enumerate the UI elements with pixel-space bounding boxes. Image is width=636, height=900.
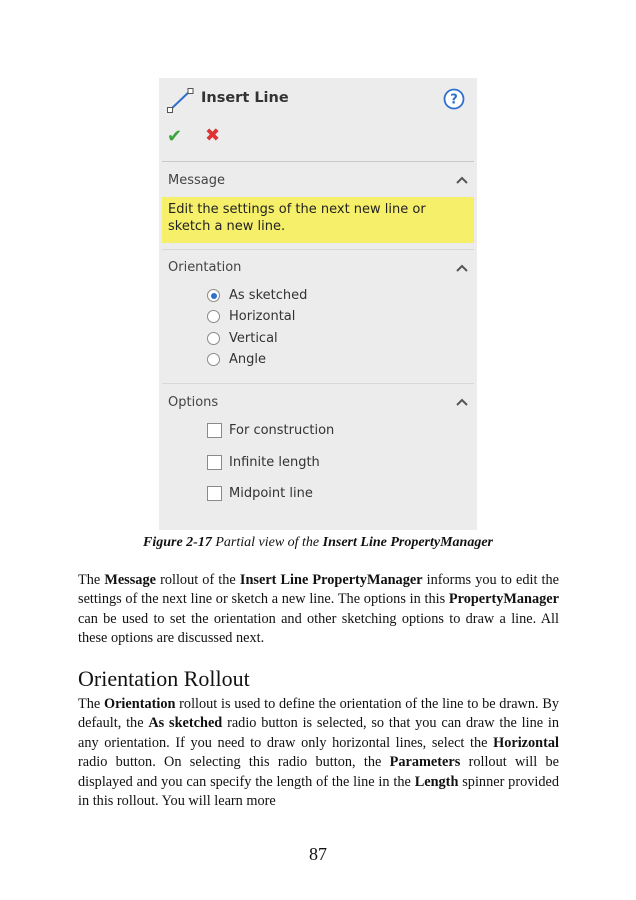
text: rollout will be displayed and you can specify the length of the line in the xyxy=(78,754,559,790)
text: radio button is selected, so that you can draw the line in any orientation. If you need to draw only horizontal lines, select the xyxy=(78,715,559,751)
radio-label: Vertical xyxy=(229,331,278,346)
radio-button[interactable] xyxy=(207,332,220,345)
orientation-rollout-header[interactable]: Orientation xyxy=(168,260,242,275)
divider xyxy=(162,383,474,384)
page-number: 87 xyxy=(309,844,327,864)
chevron-up-icon[interactable] xyxy=(456,176,468,184)
bold-term: PropertyManager xyxy=(448,591,559,608)
pm-title-row xyxy=(159,78,477,122)
message-text: Edit the settings of the next new line or sketch a new line. xyxy=(162,197,474,243)
radio-button[interactable] xyxy=(207,289,220,302)
text: radio button. On selecting this radio button, the xyxy=(78,754,390,771)
bold-term: Horizontal xyxy=(493,734,559,751)
message-rollout-header[interactable]: Message xyxy=(168,173,225,188)
radio-label: As sketched xyxy=(229,288,308,303)
pm-title: Insert Line xyxy=(201,90,289,106)
text: spinner provided in this rollout. You will learn more xyxy=(78,773,559,810)
cancel-x-icon[interactable]: ✖ xyxy=(205,125,221,146)
radio-button[interactable] xyxy=(207,310,220,323)
bold-term: Length xyxy=(414,773,459,790)
section-heading: Orientation Rollout xyxy=(78,666,250,691)
bold-term: As sketched xyxy=(148,715,223,732)
figure-caption xyxy=(0,535,636,551)
text: rollout of the xyxy=(155,572,240,588)
checkbox-label: Infinite length xyxy=(229,455,320,470)
checkbox-label: For construction xyxy=(229,423,335,438)
divider xyxy=(162,161,474,162)
insert-line-property-manager xyxy=(159,78,477,530)
text: can be used to set the orientation and other sketching options to draw a line. All these options are discussed next. xyxy=(78,610,559,647)
chevron-up-icon[interactable] xyxy=(456,264,468,272)
paragraph-message xyxy=(78,571,559,649)
help-icon[interactable] xyxy=(443,88,465,110)
paragraph-orientation xyxy=(78,695,559,811)
radio-label: Horizontal xyxy=(229,309,296,324)
checkbox[interactable] xyxy=(207,423,222,438)
options-rollout-header[interactable]: Options xyxy=(168,395,219,410)
figure-label: Figure 2-17 xyxy=(142,535,212,550)
divider xyxy=(162,249,474,250)
checkbox[interactable] xyxy=(207,486,222,501)
text: The xyxy=(78,572,105,588)
text: The xyxy=(78,696,104,712)
sketch-line-icon xyxy=(166,86,196,116)
chevron-up-icon[interactable] xyxy=(456,398,468,406)
bold-term: Message xyxy=(104,572,156,588)
caption-strong: Insert Line PropertyManager xyxy=(322,535,493,550)
checkbox[interactable] xyxy=(207,455,222,470)
checkbox-label: Midpoint line xyxy=(229,486,313,501)
radio-button[interactable] xyxy=(207,353,220,366)
caption-text: Partial view of the xyxy=(211,535,323,550)
radio-label: Angle xyxy=(229,352,266,367)
bold-term: Insert Line PropertyManager xyxy=(239,572,423,588)
bold-term: Parameters xyxy=(389,754,461,771)
text: rollout is used to define the orientation of the line to be drawn. By default, the xyxy=(78,696,559,732)
svg-text:?: ? xyxy=(450,92,458,108)
text: informs you to edit the settings of the next line or sketch a new line. The options in this xyxy=(78,572,560,608)
ok-check-icon[interactable]: ✔ xyxy=(167,126,183,147)
bold-term: Orientation xyxy=(103,696,176,712)
